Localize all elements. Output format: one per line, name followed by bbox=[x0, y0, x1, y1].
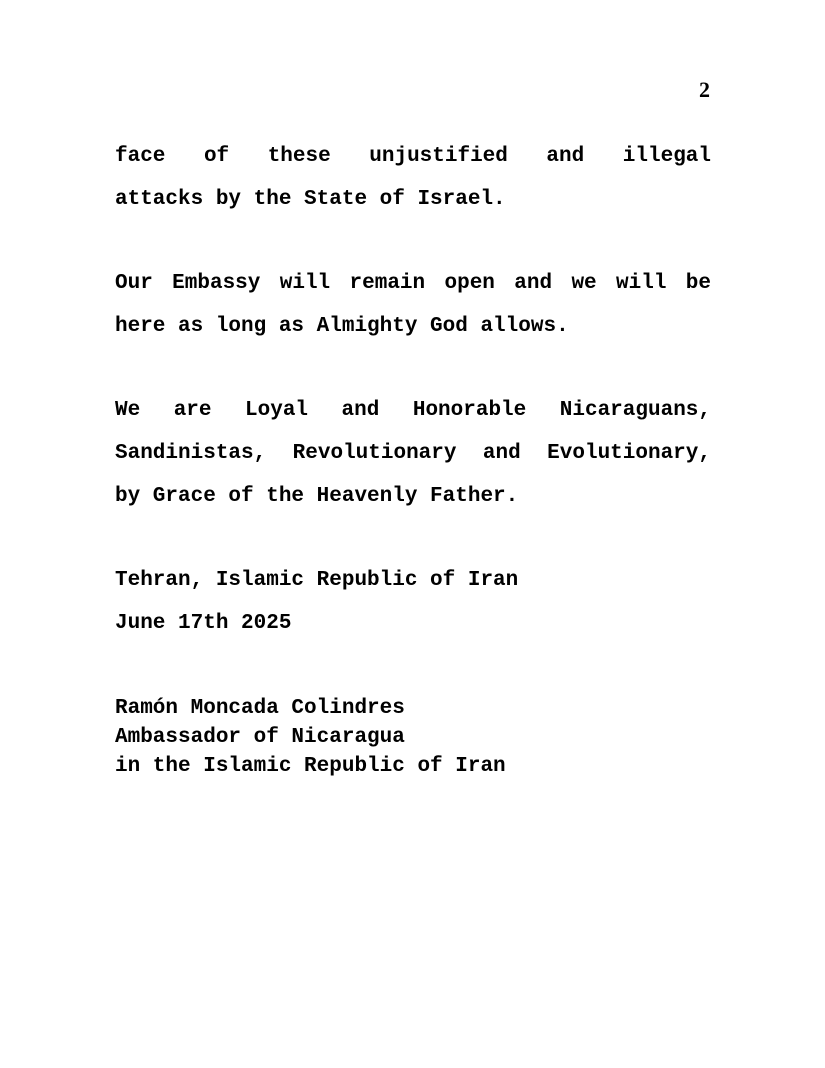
signatory-name: Ramón Moncada Colindres bbox=[115, 697, 405, 720]
signature-block bbox=[115, 694, 506, 781]
signatory-title: Ambassador of Nicaragua bbox=[115, 726, 405, 749]
paragraph-line: Sandinistas, Revolutionary and Evolutionary, bbox=[115, 442, 711, 465]
paragraph-2 bbox=[115, 262, 711, 348]
paragraph-line: We are Loyal and Honorable Nicaraguans, bbox=[115, 399, 711, 422]
paragraph-line: attacks by the State of Israel. bbox=[115, 188, 506, 211]
place-and-date bbox=[115, 559, 711, 645]
paragraph-3 bbox=[115, 389, 711, 518]
paragraph-line: by Grace of the Heavenly Father. bbox=[115, 485, 519, 508]
place-line: Tehran, Islamic Republic of Iran bbox=[115, 569, 519, 592]
date-line: June 17th 2025 bbox=[115, 612, 292, 635]
page-number: 2 bbox=[699, 77, 710, 102]
signatory-location: in the Islamic Republic of Iran bbox=[115, 755, 506, 778]
paragraph-line: face of these unjustified and illegal bbox=[115, 145, 711, 168]
paragraph-line: here as long as Almighty God allows. bbox=[115, 315, 569, 338]
paragraph-1 bbox=[115, 135, 711, 221]
paragraph-line: Our Embassy will remain open and we will be bbox=[115, 272, 711, 295]
